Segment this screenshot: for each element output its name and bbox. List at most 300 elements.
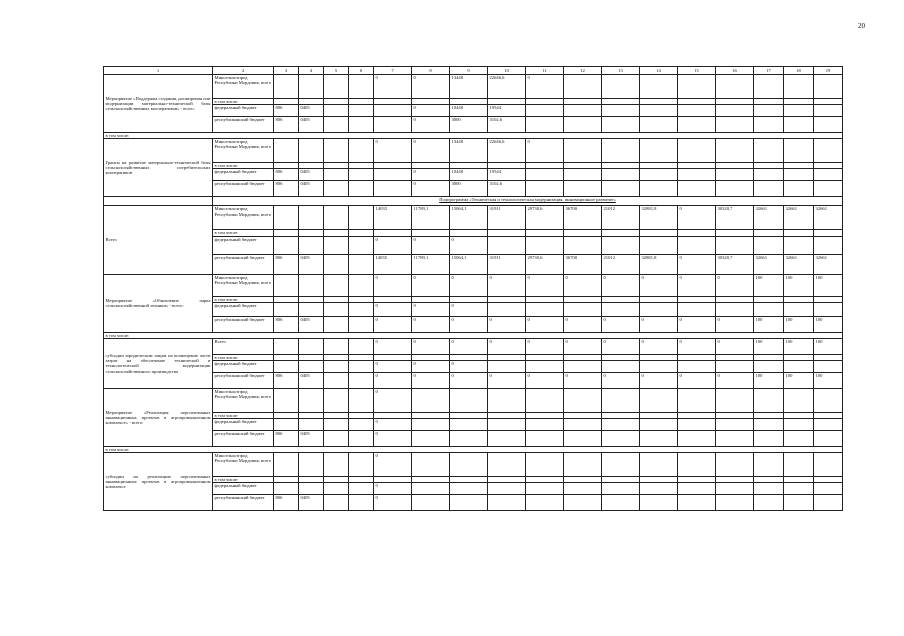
value-cell bbox=[349, 338, 374, 354]
value-cell bbox=[412, 419, 450, 431]
value-cell bbox=[716, 105, 754, 117]
value-cell bbox=[640, 169, 678, 181]
value-cell bbox=[349, 117, 374, 133]
value-cell bbox=[814, 236, 843, 254]
value-cell bbox=[678, 139, 716, 163]
value-cell: 21012 bbox=[602, 206, 640, 230]
row-label-including: в том числе: bbox=[213, 477, 274, 483]
value-cell bbox=[488, 236, 526, 254]
value-cell bbox=[324, 372, 349, 388]
value-cell bbox=[274, 419, 299, 431]
table-row bbox=[104, 483, 843, 495]
value-cell bbox=[324, 75, 349, 99]
value-cell bbox=[754, 483, 784, 495]
value-cell bbox=[349, 372, 374, 388]
value-cell: 0 bbox=[678, 316, 716, 332]
value-cell: 0 bbox=[412, 274, 450, 296]
value-cell: 100 bbox=[784, 274, 814, 296]
value-cell: 0 bbox=[374, 338, 412, 354]
table-row bbox=[104, 75, 843, 99]
table-row bbox=[104, 236, 843, 254]
value-cell: 14035 bbox=[374, 254, 412, 274]
value-cell: 19544 bbox=[488, 169, 526, 181]
row-label-total: Всего bbox=[213, 338, 274, 354]
row-label-including: в том числе: bbox=[213, 296, 274, 302]
value-cell: 10448 bbox=[450, 105, 488, 117]
value-cell bbox=[450, 453, 488, 477]
value-cell bbox=[299, 139, 324, 163]
value-cell: 0 bbox=[602, 338, 640, 354]
value-cell bbox=[678, 302, 716, 316]
value-cell: 100 bbox=[754, 274, 784, 296]
value-cell: 0 bbox=[526, 274, 564, 296]
value-cell bbox=[814, 181, 843, 197]
value-cell bbox=[324, 236, 349, 254]
value-cell bbox=[274, 338, 299, 354]
value-cell: 0 bbox=[450, 236, 488, 254]
header-col-14: 14 bbox=[640, 67, 678, 75]
value-cell: 100 bbox=[754, 338, 784, 354]
value-cell bbox=[640, 105, 678, 117]
table-row bbox=[104, 139, 843, 163]
value-cell: 0 bbox=[412, 105, 450, 117]
value-cell bbox=[602, 495, 640, 511]
value-cell bbox=[564, 453, 602, 477]
value-cell bbox=[488, 453, 526, 477]
value-cell bbox=[349, 75, 374, 99]
value-cell: 0 bbox=[678, 254, 716, 274]
value-cell bbox=[526, 431, 564, 447]
value-cell: 0 bbox=[412, 316, 450, 332]
value-cell: 0 bbox=[374, 483, 412, 495]
value-cell bbox=[374, 181, 412, 197]
value-cell bbox=[640, 236, 678, 254]
value-cell bbox=[299, 274, 324, 296]
value-cell bbox=[640, 181, 678, 197]
value-cell bbox=[754, 75, 784, 99]
value-cell: 0 bbox=[678, 372, 716, 388]
budget-code-cell: 806 bbox=[274, 105, 299, 117]
value-cell bbox=[274, 236, 299, 254]
value-cell bbox=[349, 181, 374, 197]
value-cell bbox=[602, 431, 640, 447]
budget-code-cell: 806 bbox=[274, 117, 299, 133]
value-cell bbox=[754, 302, 784, 316]
value-cell bbox=[274, 483, 299, 495]
value-cell: 100 bbox=[754, 316, 784, 332]
value-cell bbox=[488, 419, 526, 431]
value-cell: 3000 bbox=[450, 117, 488, 133]
value-cell: 0 bbox=[640, 338, 678, 354]
value-cell bbox=[716, 236, 754, 254]
value-cell: 0 bbox=[678, 338, 716, 354]
value-cell bbox=[640, 117, 678, 133]
value-cell: 11789,1 bbox=[412, 254, 450, 274]
value-cell bbox=[324, 169, 349, 181]
value-cell bbox=[602, 169, 640, 181]
value-cell bbox=[349, 105, 374, 117]
value-cell bbox=[488, 495, 526, 511]
value-cell bbox=[324, 495, 349, 511]
including-row: в том числе: bbox=[104, 332, 843, 338]
value-cell bbox=[564, 495, 602, 511]
value-cell bbox=[526, 453, 564, 477]
value-cell bbox=[324, 254, 349, 274]
header-col-3: 3 bbox=[274, 67, 299, 75]
value-cell: 10448 bbox=[450, 169, 488, 181]
value-cell bbox=[754, 495, 784, 511]
value-cell bbox=[299, 419, 324, 431]
section-code-cell: 0405 bbox=[299, 254, 324, 274]
budget-code-cell: 806 bbox=[274, 316, 299, 332]
value-cell: 32661 bbox=[784, 206, 814, 230]
value-cell bbox=[412, 483, 450, 495]
header-col-7: 7 bbox=[374, 67, 412, 75]
value-cell bbox=[754, 419, 784, 431]
value-cell bbox=[754, 105, 784, 117]
value-cell bbox=[754, 181, 784, 197]
value-cell bbox=[274, 453, 299, 477]
value-cell bbox=[814, 75, 843, 99]
header-col-17: 17 bbox=[754, 67, 784, 75]
value-cell: 29730,6 bbox=[526, 206, 564, 230]
value-cell bbox=[299, 338, 324, 354]
budget-code-cell: 806 bbox=[274, 169, 299, 181]
value-cell: 100 bbox=[814, 338, 843, 354]
value-cell bbox=[640, 495, 678, 511]
table-row bbox=[104, 105, 843, 117]
value-cell: 0 bbox=[488, 274, 526, 296]
value-cell bbox=[324, 360, 349, 372]
value-cell: 0 bbox=[374, 139, 412, 163]
value-cell bbox=[299, 453, 324, 477]
value-cell bbox=[564, 75, 602, 99]
value-cell bbox=[324, 206, 349, 230]
value-cell bbox=[754, 360, 784, 372]
value-cell bbox=[716, 483, 754, 495]
row-label-including: в том числе: bbox=[213, 354, 274, 360]
value-cell: 0 bbox=[526, 316, 564, 332]
value-cell bbox=[488, 483, 526, 495]
value-cell bbox=[602, 181, 640, 197]
value-cell bbox=[716, 360, 754, 372]
value-cell bbox=[754, 139, 784, 163]
value-cell bbox=[814, 495, 843, 511]
value-cell: 3102,6 bbox=[488, 181, 526, 197]
value-cell bbox=[526, 483, 564, 495]
value-cell: 0 bbox=[412, 360, 450, 372]
value-cell bbox=[716, 117, 754, 133]
value-cell: 0 bbox=[526, 139, 564, 163]
value-cell bbox=[784, 388, 814, 412]
value-cell bbox=[349, 169, 374, 181]
value-cell bbox=[349, 419, 374, 431]
value-cell: 0 bbox=[488, 316, 526, 332]
value-cell bbox=[526, 419, 564, 431]
value-cell bbox=[640, 75, 678, 99]
value-cell bbox=[564, 105, 602, 117]
value-cell: 32661 bbox=[814, 254, 843, 274]
value-cell bbox=[678, 236, 716, 254]
value-cell: 0 bbox=[374, 236, 412, 254]
value-cell: 36700 bbox=[564, 254, 602, 274]
value-cell bbox=[349, 388, 374, 412]
value-cell bbox=[716, 75, 754, 99]
row-label-republican: республиканский бюджет bbox=[213, 117, 274, 133]
value-cell: 32881,8 bbox=[640, 206, 678, 230]
value-cell bbox=[412, 495, 450, 511]
value-cell: 0 bbox=[412, 236, 450, 254]
value-cell bbox=[564, 302, 602, 316]
value-cell bbox=[488, 360, 526, 372]
value-cell bbox=[784, 139, 814, 163]
value-cell: 0 bbox=[450, 274, 488, 296]
value-cell: 0 bbox=[374, 431, 412, 447]
value-cell bbox=[412, 388, 450, 412]
budget-code-cell: 806 bbox=[274, 372, 299, 388]
value-cell: 0 bbox=[450, 338, 488, 354]
value-cell bbox=[602, 117, 640, 133]
header-col-5: 5 bbox=[324, 67, 349, 75]
section-code-cell: 0405 bbox=[299, 495, 324, 511]
value-cell bbox=[349, 483, 374, 495]
value-cell bbox=[526, 360, 564, 372]
value-cell: 0 bbox=[374, 419, 412, 431]
value-cell bbox=[784, 75, 814, 99]
value-cell bbox=[678, 431, 716, 447]
value-cell bbox=[564, 360, 602, 372]
row-label-republican: республиканский бюджет bbox=[213, 495, 274, 511]
value-cell: 0 bbox=[412, 75, 450, 99]
value-cell bbox=[640, 483, 678, 495]
table-row bbox=[104, 453, 843, 477]
value-cell bbox=[602, 139, 640, 163]
value-cell: 100 bbox=[814, 372, 843, 388]
value-cell: 3102,6 bbox=[488, 117, 526, 133]
value-cell bbox=[814, 105, 843, 117]
value-cell bbox=[349, 206, 374, 230]
value-cell bbox=[814, 419, 843, 431]
value-cell: 0 bbox=[450, 302, 488, 316]
row-label-federal: федеральный бюджет bbox=[213, 169, 274, 181]
value-cell bbox=[564, 117, 602, 133]
value-cell bbox=[274, 360, 299, 372]
section-code-cell: 0405 bbox=[299, 117, 324, 133]
row-label-republican: республиканский бюджет bbox=[213, 431, 274, 447]
value-cell bbox=[488, 388, 526, 412]
header-col-8: 8 bbox=[412, 67, 450, 75]
row-label-total: Минсельхозпрод Республики Мордовия, всего bbox=[213, 453, 274, 477]
value-cell bbox=[602, 360, 640, 372]
measure-title: Мероприятие «Реализация перспективных инновационных проектов в агропромышленном комплексе» - всего: bbox=[104, 388, 213, 446]
value-cell: 31911 bbox=[488, 206, 526, 230]
value-cell bbox=[602, 105, 640, 117]
value-cell bbox=[450, 388, 488, 412]
row-label-including: в том числе: bbox=[213, 163, 274, 169]
value-cell bbox=[349, 236, 374, 254]
header-col-2: 2 bbox=[213, 67, 274, 75]
value-cell bbox=[784, 105, 814, 117]
value-cell bbox=[678, 360, 716, 372]
row-label-federal: федеральный бюджет bbox=[213, 360, 274, 372]
including-row: в том числе: bbox=[104, 133, 843, 139]
value-cell bbox=[784, 302, 814, 316]
value-cell: 32661 bbox=[784, 254, 814, 274]
row-label-total: Минсельхозпрод Республики Мордовия, всего bbox=[213, 75, 274, 99]
value-cell: 0 bbox=[564, 372, 602, 388]
budget-code-cell: 806 bbox=[274, 254, 299, 274]
row-label-republican: республиканский бюджет bbox=[213, 254, 274, 274]
value-cell: 0 bbox=[716, 274, 754, 296]
value-cell bbox=[526, 181, 564, 197]
value-cell: 0 bbox=[716, 338, 754, 354]
value-cell bbox=[784, 483, 814, 495]
value-cell: 29730,6 bbox=[526, 254, 564, 274]
value-cell bbox=[274, 139, 299, 163]
value-cell bbox=[814, 302, 843, 316]
value-cell bbox=[324, 453, 349, 477]
value-cell bbox=[324, 117, 349, 133]
row-label-federal: федеральный бюджет bbox=[213, 483, 274, 495]
page-number: 20 bbox=[858, 22, 865, 30]
value-cell bbox=[412, 431, 450, 447]
value-cell bbox=[564, 139, 602, 163]
table-row bbox=[104, 431, 843, 447]
empty-cell bbox=[104, 197, 213, 206]
value-cell bbox=[640, 419, 678, 431]
row-label-federal: федеральный бюджет bbox=[213, 302, 274, 316]
value-cell: 11789,1 bbox=[412, 206, 450, 230]
value-cell bbox=[349, 316, 374, 332]
value-cell bbox=[526, 388, 564, 412]
value-cell bbox=[754, 431, 784, 447]
value-cell: 100 bbox=[814, 316, 843, 332]
measure-title: Мероприятие «Поддержка создания, расширения или модернизации материально-технической базы сельскохозяйственных кооперативов» - всего: bbox=[104, 75, 213, 133]
value-cell bbox=[678, 419, 716, 431]
value-cell: 0 bbox=[488, 372, 526, 388]
row-label-republican: республиканский бюджет bbox=[213, 316, 274, 332]
value-cell: 14035 bbox=[374, 206, 412, 230]
value-cell bbox=[299, 236, 324, 254]
value-cell bbox=[678, 483, 716, 495]
value-cell bbox=[274, 75, 299, 99]
value-cell bbox=[814, 360, 843, 372]
value-cell bbox=[784, 169, 814, 181]
value-cell bbox=[602, 302, 640, 316]
value-cell: 36700 bbox=[564, 206, 602, 230]
value-cell: 0 bbox=[640, 316, 678, 332]
value-cell: 0 bbox=[374, 274, 412, 296]
value-cell bbox=[488, 431, 526, 447]
value-cell bbox=[349, 302, 374, 316]
value-cell: 32661 bbox=[754, 206, 784, 230]
table-row bbox=[104, 302, 843, 316]
row-label-republican: республиканский бюджет bbox=[213, 181, 274, 197]
value-cell: 0 bbox=[526, 372, 564, 388]
header-col-15: 15 bbox=[678, 67, 716, 75]
value-cell bbox=[564, 419, 602, 431]
value-cell: 15064,1 bbox=[450, 254, 488, 274]
value-cell bbox=[754, 169, 784, 181]
value-cell bbox=[299, 388, 324, 412]
row-label-including: в том числе: bbox=[213, 99, 274, 105]
table-row bbox=[104, 274, 843, 296]
measure-title: субсидии на реализацию перспективных инновационных проектов в агропромышленном комплексе bbox=[104, 453, 213, 511]
header-col-9: 9 bbox=[450, 67, 488, 75]
value-cell: 0 bbox=[374, 360, 412, 372]
value-cell bbox=[640, 453, 678, 477]
value-cell bbox=[602, 75, 640, 99]
table-row bbox=[104, 495, 843, 511]
section-code-cell: 0405 bbox=[299, 431, 324, 447]
value-cell: 32661 bbox=[754, 254, 784, 274]
value-cell: 0 bbox=[374, 302, 412, 316]
value-cell: 0 bbox=[488, 338, 526, 354]
value-cell bbox=[526, 105, 564, 117]
value-cell bbox=[814, 139, 843, 163]
value-cell bbox=[602, 388, 640, 412]
value-cell bbox=[784, 360, 814, 372]
budget-code-cell: 806 bbox=[274, 495, 299, 511]
value-cell bbox=[716, 181, 754, 197]
value-cell bbox=[450, 483, 488, 495]
value-cell bbox=[324, 388, 349, 412]
table-row bbox=[104, 388, 843, 412]
header-col-4: 4 bbox=[299, 67, 324, 75]
value-cell bbox=[716, 139, 754, 163]
value-cell: 22646,6 bbox=[488, 139, 526, 163]
value-cell bbox=[784, 431, 814, 447]
value-cell: 0 bbox=[716, 316, 754, 332]
value-cell bbox=[640, 302, 678, 316]
value-cell bbox=[526, 169, 564, 181]
value-cell bbox=[814, 431, 843, 447]
value-cell: 0 bbox=[374, 453, 412, 477]
section-code-cell: 0405 bbox=[299, 316, 324, 332]
value-cell bbox=[374, 105, 412, 117]
value-cell: 15064,1 bbox=[450, 206, 488, 230]
row-label-federal: федеральный бюджет bbox=[213, 419, 274, 431]
value-cell bbox=[784, 236, 814, 254]
value-cell: 0 bbox=[374, 372, 412, 388]
value-cell bbox=[678, 388, 716, 412]
value-cell bbox=[564, 431, 602, 447]
value-cell bbox=[324, 302, 349, 316]
value-cell bbox=[678, 75, 716, 99]
value-cell: 13448 bbox=[450, 139, 488, 163]
section-code-cell: 0405 bbox=[299, 372, 324, 388]
value-cell bbox=[324, 181, 349, 197]
table-row bbox=[104, 206, 843, 230]
value-cell: 0 bbox=[412, 181, 450, 197]
value-cell: 0 bbox=[526, 338, 564, 354]
value-cell: 0 bbox=[412, 139, 450, 163]
value-cell bbox=[640, 139, 678, 163]
value-cell bbox=[488, 302, 526, 316]
row-label-total: Минсельхозпрод Республики Мордовия, всего bbox=[213, 274, 274, 296]
subprogram-title: Подпрограмма «Техническая и технологическая модернизация, инновационное развитие» bbox=[213, 197, 843, 206]
value-cell: 0 bbox=[602, 316, 640, 332]
header-col-13: 13 bbox=[602, 67, 640, 75]
value-cell bbox=[349, 431, 374, 447]
section-code-cell: 0405 bbox=[299, 181, 324, 197]
value-cell bbox=[678, 495, 716, 511]
value-cell bbox=[754, 236, 784, 254]
table-row bbox=[104, 372, 843, 388]
value-cell bbox=[564, 388, 602, 412]
value-cell bbox=[602, 483, 640, 495]
header-col-18: 18 bbox=[784, 67, 814, 75]
